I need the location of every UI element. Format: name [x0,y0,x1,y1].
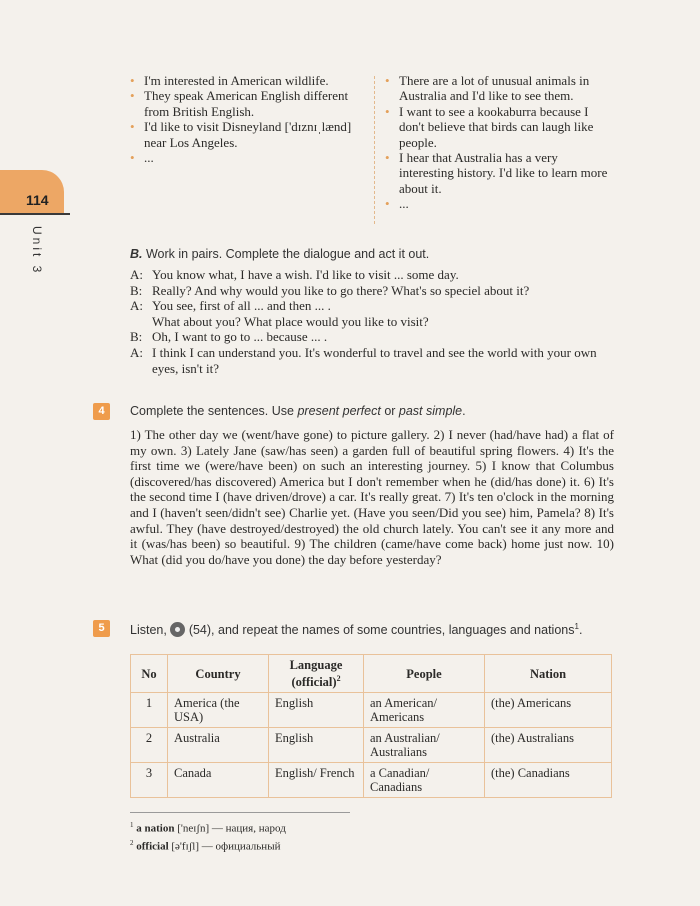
line-text: Really? And why would you like to go there? What's so speciel about it? [152,282,530,298]
dialogue-line [130,283,614,299]
line-text: Oh, I want to go to ... because ... . [152,329,328,345]
instruction-text: Listen, [130,623,167,638]
speaker: B: [130,329,143,345]
exercise-b-label: B. [130,247,143,261]
cell-people: an Australian/ Australians [364,728,485,763]
list-item: • ... [385,196,409,212]
column-divider [374,76,375,224]
dialogue-line [130,298,614,314]
instruction-text: . [462,404,466,418]
instruction-text: or [380,404,399,418]
instruction-text: Complete the sentences. Use [130,404,298,418]
footnote-transcription: [ə'fɪʃl] [171,840,200,853]
speaker: A: [130,298,143,314]
footnote-mark: 1 [130,821,134,829]
footnotes [130,818,530,853]
line-text: You know what, I have a wish. I'd like to visit ... some day. [152,267,459,282]
footnote-mark: 2 [130,838,134,847]
dialogue-line [130,267,614,283]
cell-nation: (the) Australians [485,728,612,763]
footnote-translation: — официальный [201,840,281,853]
table-row [131,763,612,798]
cell-no: 3 [131,763,168,798]
cell-language: English [269,693,364,728]
line-text: I think I can understand you. It's wonderful to travel and see the world with your own eyes, isn't it? [152,344,597,376]
exercise-4-instruction [130,404,620,418]
cell-people: an American/ Americans [364,693,485,728]
line-text: You see, first of all ... and then ... . [152,298,331,314]
header-nation: Nation [485,655,612,693]
cell-language: English [269,728,364,763]
dialogue [130,267,614,376]
cell-no: 1 [131,693,168,728]
dialogue-line [130,345,614,376]
cell-language: English/ French [269,763,364,798]
table-row [131,693,612,728]
audio-cd-icon[interactable] [170,622,185,637]
footnote-term: a nation [136,822,175,835]
list-item: • I'd like to visit Disneyland ['dɪznɪˌlænd] near Los Angeles. [130,119,352,150]
list-item: • I'm interested in American wildlife. [130,73,329,88]
header-people: People [364,655,485,693]
header-language [269,655,364,693]
cell-nation: (the) Canadians [485,763,612,798]
list-item: • I hear that Australia has a very interesting history. I'd like to learn more about it. [385,150,608,196]
header-text: Language (official) [289,658,343,690]
exercise-5-instruction [130,622,630,637]
instruction-emphasis: present perfect [297,404,381,418]
speaker: B: [130,282,143,298]
instruction-text: . [578,623,583,638]
footnote-divider [130,812,350,813]
left-bullet-list [130,73,362,165]
speaker: A: [130,344,143,360]
audio-track: (54), [188,623,215,638]
page-number: 114 [26,192,49,208]
dialogue-line [130,314,614,330]
exercise-5-number: 5 [93,620,110,637]
instruction-text: and repeat the names of some countries, languages and nations [218,623,575,638]
footnote-translation: — нация, народ [211,822,286,835]
footnote [130,836,530,854]
table-row [131,728,612,763]
cell-country: Canada [168,763,269,798]
table-header-row [131,655,612,693]
footnote-transcription: ['neɪʃn] [177,822,210,835]
speaker: A: [130,267,143,282]
exercise-4-text: 1) The other day we (went/have gone) to picture gallery. 2) I never (had/have had) a flat of my own. 3) Lately Jane (saw/has seen) a garden full of beautiful spring flowers. 4) It's the first time we (were/have been) on such an interesting journey. 5) I know that Columbus (discovered/has discovered) America but I don't remember when he (did/has done) it. 6) It's the second time I (have driven/drove) a car. It's really great. 7) It's ten o'clock in the morning and I (haven't seen/didn't see) Charlie yet. (Have you seen/Did you see) him, Pamela? 8) It's awful. They (have destroyed/destroyed) the old church lately. You can't see it any more and it (was/has been) so beautiful. 9) The children (came/have come back) home just now. 10) What (did you do/have you done) the day before yesterday? [130,427,614,567]
right-bullet-list [385,73,611,212]
instruction-emphasis: past simple [398,404,463,418]
cell-country: Australia [168,728,269,763]
unit-label: Unit 3 [30,226,44,276]
countries-table [130,654,612,798]
cell-country: America (the USA) [168,693,269,728]
footnote-ref: 2 [336,674,341,683]
cell-people: a Canadian/ Canadians [364,763,485,798]
list-item: • There are a lot of unusual animals in Australia and I'd like to see them. [385,73,590,104]
cell-nation: (the) Americans [485,693,612,728]
instruction-text: Work in pairs. Complete the dialogue and act it out. [145,247,430,261]
footnote-ref: 1 [574,622,579,631]
footnote [130,818,530,836]
list-item: • They speak American English different from British English. [130,88,349,119]
line-text: What about you? What place would you like to visit? [152,313,429,329]
exercise-4-number: 4 [93,403,110,420]
page-tab-rule [0,213,70,215]
list-item: • I want to see a kookaburra because I don't believe that birds can laugh like people. [385,103,594,150]
header-country: Country [168,655,269,693]
dialogue-line [130,329,614,345]
footnote-term: official [136,840,169,853]
list-item: • ... [130,150,154,166]
exercise-b-instruction [130,247,620,261]
header-no: No [131,655,168,693]
cell-no: 2 [131,728,168,763]
speaker [130,314,152,330]
